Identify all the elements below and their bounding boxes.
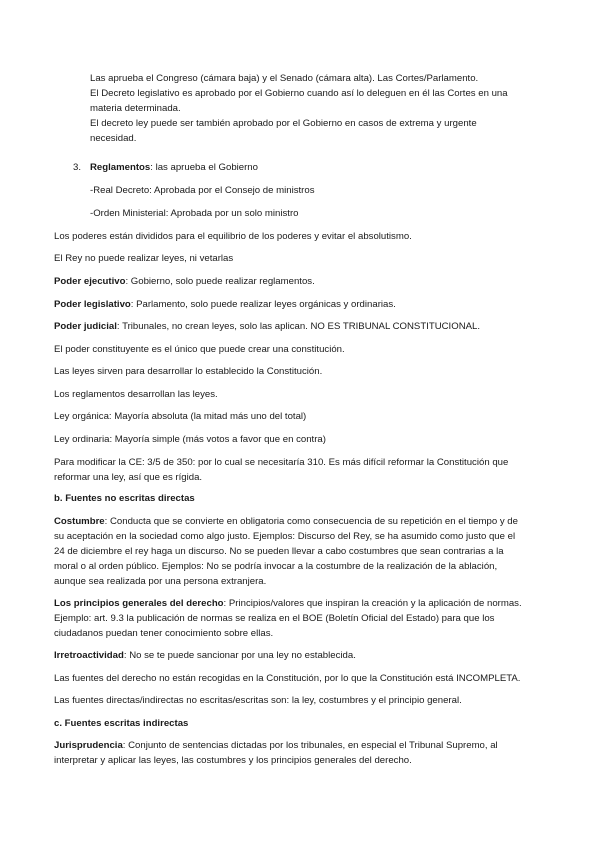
costumbre-line-2: su aceptación en la sociedad como algo justo. Ejemplos: Discurso del Rey, se ha asumido como justo que el: [54, 531, 516, 542]
poder-legislativo-text: : Parlamento, solo puede realizar leyes orgánicas y ordinarias.: [130, 299, 396, 310]
poder-legislativo: [54, 299, 396, 311]
jurisprudencia-line-2: interpretar y aplicar las leyes, las costumbres y los principios generales del derecho.: [54, 755, 412, 766]
orden-ministerial-line: -Orden Ministerial: Aprobada por un solo ministro: [90, 208, 299, 219]
poder-judicial-text: : Tribunales, no crean leyes, solo las aplican. NO ES TRIBUNAL CONSTITUCIONAL.: [116, 321, 481, 332]
principios-line-3: ciudadanos puedan tener conocimiento sobre ellas.: [54, 628, 274, 639]
jurisprudencia-text: : Conjunto de sentencias dictadas por los tribunales, en especial el Tribunal Supremo, al: [122, 740, 498, 751]
list-number: 3.: [73, 162, 82, 173]
heading-b: [54, 493, 195, 505]
costumbre-line-1: [54, 516, 518, 528]
irretroactividad: [54, 650, 356, 662]
costumbre-text: : Conducta que se convierte en obligatoria como consecuencia de su repetición en el tiempo y de: [104, 516, 518, 527]
reglamentos-item: [90, 162, 258, 174]
paragraph-ley-organica: Ley orgánica: Mayoría absoluta (la mitad más uno del total): [54, 411, 307, 422]
heading-c: [54, 718, 188, 730]
irretroactividad-label: Irretroactividad: [54, 650, 124, 661]
principios-label: Los principios generales del derecho: [54, 598, 224, 609]
poder-legislativo-label: Poder legislativo: [54, 299, 131, 310]
heading-c-text: c. Fuentes escritas indirectas: [54, 718, 189, 729]
principios-line-2: Ejemplo: art. 9.3 la publicación de normas se realiza en el BOE (Boletín Oficial del Estado) para que los: [54, 613, 495, 624]
paragraph-rey: El Rey no puede realizar leyes, ni vetarlas: [54, 253, 234, 264]
paragraph-fuentes: Las fuentes directas/indirectas no escritas/escritas son: la ley, costumbres y el principio general.: [54, 695, 462, 706]
paragraph-modificar-line-2: reformar una ley, así que es rígida.: [54, 472, 203, 483]
heading-b-text: b. Fuentes no escritas directas: [54, 493, 195, 504]
paragraph-modificar-line-1: Para modificar la CE: 3/5 de 350: por lo cual se necesitaría 310. Es más difícil reformar la Constitución que: [54, 457, 509, 468]
paragraph-ley-ordinaria: Ley ordinaria: Mayoría simple (más votos a favor que en contra): [54, 434, 326, 445]
principios-text: : Principios/valores que inspiran la creación y la aplicación de normas.: [223, 598, 522, 609]
poder-ejecutivo-label: Poder ejecutivo: [54, 276, 126, 287]
paragraph-constituyente: El poder constituyente es el único que puede crear una constitución.: [54, 344, 345, 355]
poder-ejecutivo: [54, 276, 315, 288]
reglamentos-text: : las aprueba el Gobierno: [150, 162, 258, 173]
intro-line-5: necesidad.: [90, 133, 137, 144]
jurisprudencia-label: Jurisprudencia: [54, 740, 123, 751]
costumbre-line-5: aunque sea realizada por una persona extranjera.: [54, 576, 267, 587]
paragraph-poderes: Los poderes están divididos para el equilibrio de los poderes y evitar el absolutismo.: [54, 231, 412, 242]
paragraph-reglamentos: Los reglamentos desarrollan las leyes.: [54, 389, 218, 400]
intro-line-2: El Decreto legislativo es aprobado por el Gobierno cuando así lo deleguen en él las Cortes en una: [90, 88, 508, 99]
intro-line-4: El decreto ley puede ser también aprobado por el Gobierno en casos de extrema y urgente: [90, 118, 477, 129]
irretroactividad-text: : No se te puede sancionar por una ley no establecida.: [123, 650, 356, 661]
costumbre-line-4: moral o al orden público. Ejemplos: No se podría invocar a la costumbre de la realización de la ablación,: [54, 561, 498, 572]
poder-judicial-label: Poder judicial: [54, 321, 117, 332]
costumbre-label: Costumbre: [54, 516, 105, 527]
intro-line-3: materia determinada.: [90, 103, 181, 114]
poder-judicial: [54, 321, 480, 333]
jurisprudencia-line-1: [54, 740, 498, 752]
paragraph-leyes: Las leyes sirven para desarrollar lo establecido la Constitución.: [54, 366, 323, 377]
paragraph-incompleta: Las fuentes del derecho no están recogidas en la Constitución, por lo que la Constitución está INCOMPLETA.: [54, 673, 521, 684]
costumbre-line-3: 24 de diciembre el rey haga un discurso. No se pueden llevar a cabo costumbres que sean contrarias a la: [54, 546, 504, 557]
real-decreto-line: -Real Decreto: Aprobada por el Consejo de ministros: [90, 185, 315, 196]
reglamentos-title: Reglamentos: [90, 162, 151, 173]
poder-ejecutivo-text: : Gobierno, solo puede realizar reglamentos.: [125, 276, 315, 287]
principios-line-1: [54, 598, 522, 610]
intro-line-1: Las aprueba el Congreso (cámara baja) y el Senado (cámara alta). Las Cortes/Parlamento.: [90, 73, 479, 84]
